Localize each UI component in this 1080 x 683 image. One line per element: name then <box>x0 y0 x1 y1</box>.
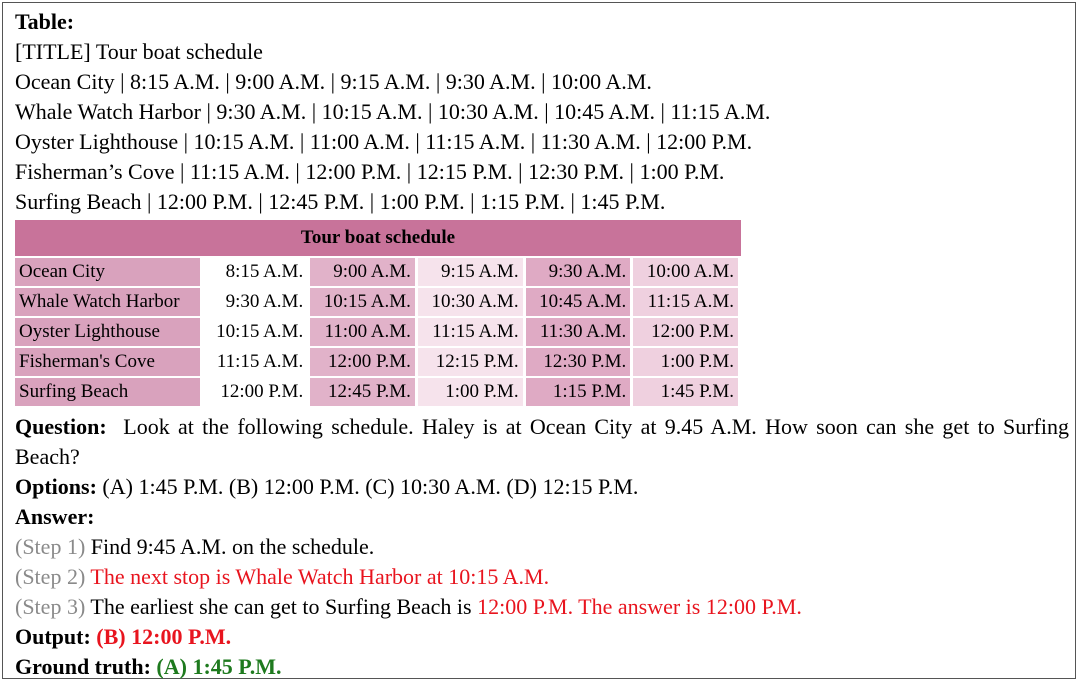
time-cell: 10:45 A.M. <box>526 288 634 318</box>
time-cell: 11:15 A.M. <box>633 288 741 318</box>
time-cell: 12:00 P.M. <box>203 378 311 408</box>
step-text-error: The next stop is Whale Watch Harbor at 10:15 A.M. <box>90 564 550 589</box>
time-cell: 1:15 P.M. <box>526 378 634 408</box>
time-cell: 9:00 A.M. <box>310 258 418 288</box>
time-cell: 12:00 P.M. <box>310 348 418 378</box>
stop-name-cell: Whale Watch Harbor <box>15 288 203 318</box>
time-cell: 11:00 A.M. <box>310 318 418 348</box>
step-tag: (Step 3) <box>15 594 86 619</box>
options-label: Options: <box>15 474 97 499</box>
stop-name-cell: Fisherman's Cove <box>15 348 203 378</box>
schedule-table <box>15 220 741 408</box>
ground-truth <box>15 652 1073 682</box>
time-cell: 10:30 A.M. <box>418 288 526 318</box>
schedule-table-title: Tour boat schedule <box>15 220 741 258</box>
question <box>15 412 1069 472</box>
schedule-table-body <box>15 258 741 408</box>
linearized-row: Surfing Beach | 12:00 P.M. | 12:45 P.M. | 1:00 P.M. | 1:15 P.M. | 1:45 P.M. <box>15 189 666 214</box>
stop-name-cell: Oyster Lighthouse <box>15 318 203 348</box>
step-text: The earliest she can get to Surfing Beach is <box>90 594 472 619</box>
table-row <box>15 258 741 288</box>
time-cell: 8:15 A.M. <box>203 258 311 288</box>
time-cell: 12:30 P.M. <box>526 348 634 378</box>
answer-label: Answer: <box>15 504 95 529</box>
time-cell: 11:30 A.M. <box>526 318 634 348</box>
time-cell: 12:00 P.M. <box>633 318 741 348</box>
step-text: Find 9:45 A.M. on the schedule. <box>90 534 375 559</box>
time-cell: 9:30 A.M. <box>526 258 634 288</box>
time-cell: 12:45 P.M. <box>310 378 418 408</box>
question-label: Question: <box>15 414 107 439</box>
step-tag: (Step 2) <box>15 564 86 589</box>
table-label: Table: <box>15 9 75 34</box>
ground-truth-value: (A) 1:45 P.M. <box>156 654 282 679</box>
output-label: Output: <box>15 624 91 649</box>
time-cell: 10:15 A.M. <box>310 288 418 318</box>
table-row <box>15 318 741 348</box>
ground-truth-label: Ground truth: <box>15 654 151 679</box>
table-row <box>15 378 741 408</box>
document-content <box>15 7 1073 682</box>
options <box>15 472 1073 502</box>
answer-step <box>15 592 1073 622</box>
time-cell: 9:30 A.M. <box>203 288 311 318</box>
table-row <box>15 288 741 318</box>
time-cell: 9:15 A.M. <box>418 258 526 288</box>
answer-step <box>15 562 1073 592</box>
time-cell: 11:15 A.M. <box>203 348 311 378</box>
time-cell: 10:00 A.M. <box>633 258 741 288</box>
schedule-table-wrapper <box>15 220 1073 408</box>
time-cell: 11:15 A.M. <box>418 318 526 348</box>
document-frame <box>2 2 1076 679</box>
answer-step <box>15 532 1073 562</box>
time-cell: 1:00 P.M. <box>418 378 526 408</box>
linearized-row: Whale Watch Harbor | 9:30 A.M. | 10:15 A.M. | 10:30 A.M. | 10:45 A.M. | 11:15 A.M. <box>15 99 771 124</box>
stop-name-cell: Surfing Beach <box>15 378 203 408</box>
time-cell: 10:15 A.M. <box>203 318 311 348</box>
linearized-row: Ocean City | 8:15 A.M. | 9:00 A.M. | 9:15 A.M. | 9:30 A.M. | 10:00 A.M. <box>15 69 652 94</box>
output-value: (B) 12:00 P.M. <box>96 624 232 649</box>
step-text-error: 12:00 P.M. The answer is 12:00 P.M. <box>477 594 802 619</box>
step-tag: (Step 1) <box>15 534 86 559</box>
table-row <box>15 348 741 378</box>
question-text: Look at the following schedule. Haley is at Ocean City at 9.45 A.M. How soon can she get to Surfing Beach? <box>15 414 1070 469</box>
linearized-row: Oyster Lighthouse | 10:15 A.M. | 11:00 A.M. | 11:15 A.M. | 11:30 A.M. | 12:00 P.M. <box>15 129 753 154</box>
time-cell: 1:45 P.M. <box>633 378 741 408</box>
table-title-line: [TITLE] Tour boat schedule <box>15 39 263 64</box>
linearized-table <box>15 67 1073 217</box>
options-text: (A) 1:45 P.M. (B) 12:00 P.M. (C) 10:30 A.M. (D) 12:15 P.M. <box>102 474 639 499</box>
time-cell: 12:15 P.M. <box>418 348 526 378</box>
time-cell: 1:00 P.M. <box>633 348 741 378</box>
output <box>15 622 1073 652</box>
linearized-row: Fisherman’s Cove | 11:15 A.M. | 12:00 P.M. | 12:15 P.M. | 12:30 P.M. | 1:00 P.M. <box>15 159 725 184</box>
stop-name-cell: Ocean City <box>15 258 203 288</box>
